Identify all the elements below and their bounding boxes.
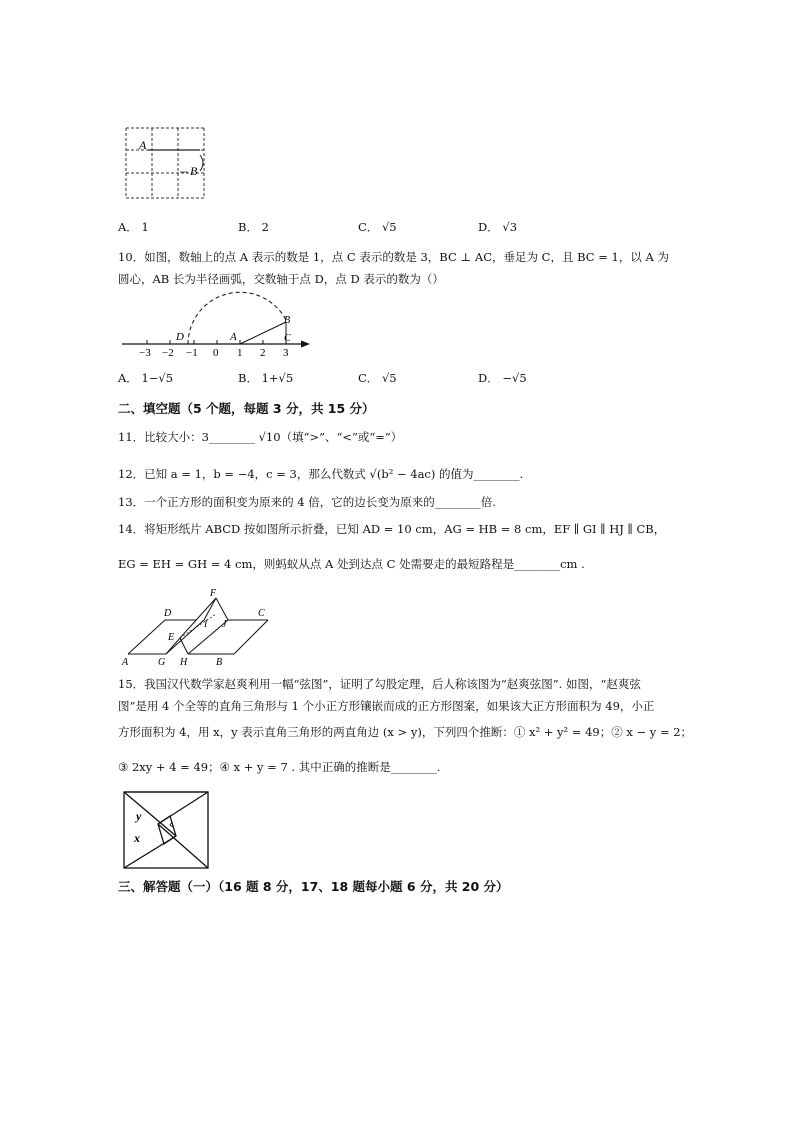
grid-label-a: A xyxy=(139,138,147,152)
fig14-label-g: G xyxy=(158,657,166,668)
folded-rectangle-figure xyxy=(118,586,303,668)
q14-line2: EG = EH = GH = 4 cm，则蚂蚁从点 A 处到达点 C 处需要走的最短路程是________cm . xyxy=(118,557,585,571)
label-b: B xyxy=(284,315,291,326)
tick-2: 2 xyxy=(260,347,266,358)
fig14-label-b: B xyxy=(216,657,223,668)
tick-3: 3 xyxy=(283,347,289,358)
label-c: C xyxy=(284,333,291,344)
q9-option-d[interactable]: D． √3 xyxy=(478,220,518,234)
q9-option-a[interactable]: A． 1 xyxy=(118,220,149,234)
q11: 11．比较大小：3________ √10（填“>”、“<”或“=”） xyxy=(118,430,403,444)
q15-line2: 图”是用 4 个全等的直角三角形与 1 个小正方形镶嵌而成的正方形图案，如果该大正方形面积为 49，小正 xyxy=(118,699,655,713)
q10-option-c[interactable]: C． √5 xyxy=(358,371,397,385)
fig14-label-d: D xyxy=(164,608,172,619)
tick-neg3: −3 xyxy=(139,347,151,358)
section3-title: 三、解答题（一）（16 题 8 分，17、18 题每小题 6 分，共 20 分） xyxy=(118,879,509,894)
q10-option-a[interactable]: A． 1−√5 xyxy=(118,371,174,385)
q15-line1: 15．我国汉代数学家赵爽利用一幅“弦图”，证明了勾股定理，后人称该图为“赵爽弦图”. 如图，“赵爽弦 xyxy=(118,677,641,691)
label-d: D xyxy=(176,331,184,343)
grid-figure xyxy=(120,125,210,205)
q10-option-b[interactable]: B． 1+√5 xyxy=(238,371,294,385)
fig15-label-x: x xyxy=(134,831,140,845)
fig14-label-i: I xyxy=(204,619,208,630)
fig15-label-y: y xyxy=(136,809,142,823)
fig14-label-h: H xyxy=(180,657,188,668)
q10-option-d[interactable]: D． −√5 xyxy=(478,371,527,385)
tick-1: 1 xyxy=(237,347,243,358)
number-line-figure xyxy=(118,290,313,358)
fig14-label-f: F xyxy=(210,588,217,599)
q9-option-c[interactable]: C． √5 xyxy=(358,220,397,234)
q13: 13．一个正方形的面积变为原来的 4 倍，它的边长变为原来的________倍. xyxy=(118,495,496,509)
label-a: A xyxy=(230,331,237,343)
fig14-label-c: C xyxy=(258,608,265,619)
q12: 12．已知 a = 1，b = −4，c = 3，那么代数式 √(b² − 4ac) 的值为________. xyxy=(118,467,524,481)
tick-neg2: −2 xyxy=(162,347,174,358)
zhao-shuang-diagram xyxy=(118,788,214,872)
tick-0: 0 xyxy=(213,347,219,358)
fig14-label-e: E xyxy=(168,632,175,643)
q14-line1: 14．将矩形纸片 ABCD 按如图所示折叠，已知 AD = 10 cm，AG = HB = 8 cm，EF ∥ GI ∥ HJ ∥ CB， xyxy=(118,522,666,536)
fig14-label-a: A xyxy=(122,657,129,668)
q10-line2: 圆心，AB 长为半径画弧，交数轴于点 D，点 D 表示的数为（） xyxy=(118,272,444,286)
grid-label-b: B xyxy=(190,164,198,178)
section2-title: 二、填空题（5 个题，每题 3 分，共 15 分） xyxy=(118,401,375,416)
tick-neg1: −1 xyxy=(186,347,198,358)
q15-line4: ③ 2xy + 4 = 49；④ x + y = 7 . 其中正确的推断是________. xyxy=(118,760,441,774)
q15-line3: 方形面积为 4，用 x，y 表示直角三角形的两直角边 (x > y)，下列四个推断：① x² + y² = 49；② x − y = 2； xyxy=(118,725,693,739)
q10-line1: 10．如图，数轴上的点 A 表示的数是 1，点 C 表示的数是 3，BC ⊥ AC，垂足为 C，且 BC = 1，以 A 为 xyxy=(118,250,669,264)
fig14-label-j: J xyxy=(222,619,227,630)
q9-option-b[interactable]: B． 2 xyxy=(238,220,269,234)
